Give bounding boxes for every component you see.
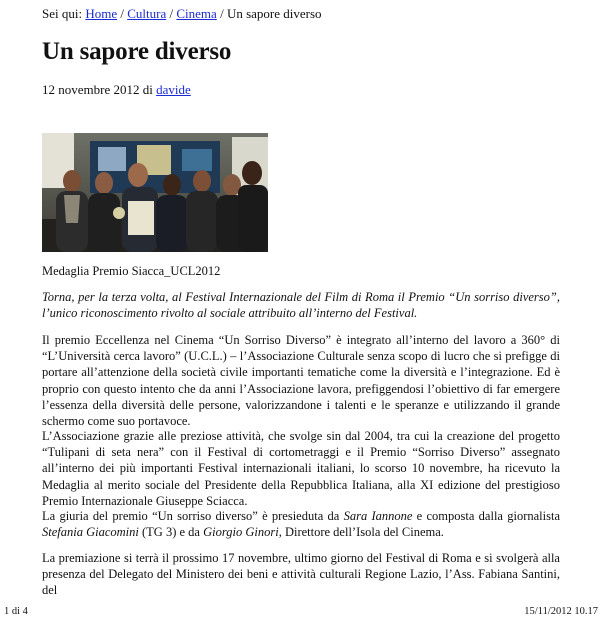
author-link[interactable]: davide [156,82,191,97]
breadcrumb-prefix: Sei qui: [42,6,83,21]
breadcrumb-home-link[interactable]: Home [85,6,118,21]
jury-name: Giorgio Ginori [203,525,279,540]
jury-text: La giuria del premio “Un sorriso diverso” è presieduta da [42,509,344,523]
breadcrumb-cultura-link[interactable]: Cultura [127,6,167,21]
article-paragraph: Il premio Eccellenza nel Cinema “Un Sorriso Diverso” è integrato all’interno del lavoro a 360° di “L’Università cerca lavoro” (U.C.L.) – l’Associazione Culturale senza scopo di lucro che si prefigge di portare all’attenzione della società civile importanti tematiche come la diversità e l’integrazione. Ed è proprio con questo intento che da anni l’Associazione lavora, prefiggendosi l’obiettivo di far emergere l’essenza della diversità delle persone, valorizzandone i talenti e le speranze e utilizzando il grande schermo come suo portavoce. [42,333,560,429]
breadcrumb-cinema-link[interactable]: Cinema [176,6,217,21]
photo-caption: Medaglia Premio Siacca_UCL2012 [42,264,221,278]
post-meta [42,82,191,98]
article-intro: Torna, per la terza volta, al Festival Internazionale del Film di Roma il Premio “Un sorriso diverso”, l’unico riconoscimento rivolto al sociale attribuito all’interno del Festival. [42,290,560,321]
breadcrumb-separator: / [220,6,224,21]
jury-text: (TG 3) e da [138,525,204,540]
breadcrumb-current: Un sapore diverso [226,6,322,21]
post-date: 12 novembre 2012 [42,82,140,97]
jury-name: Sara Iannone [343,509,413,523]
award-group-photo [42,133,268,252]
page-number: 1 di 4 [4,606,28,617]
print-datetime: 15/11/2012 10.17 [524,606,598,617]
page-title: Un sapore diverso [42,38,232,65]
jury-text: e composta dalla giornalista [412,509,560,523]
post-by: di [142,82,153,97]
breadcrumb-separator: / [169,6,174,21]
jury-text: , Direttore dell’Isola del Cinema. [278,525,444,540]
jury-name: Stefania Giacomini [42,525,139,540]
article-paragraph: L’Associazione grazie alle preziose attività, che svolge sin dal 2004, tra cui la creazione del progetto “Tulipani di seta nera” con il Festival di cortometraggi e il Premio “Sorriso Diverso” assegnato all’interno dei più importanti Festival internazionali italiani, lo scorso 10 novembre, ha ricevuto la Medaglia al merito sociale del Presidente della Repubblica Italiana, alla XI edizione del prestigioso Premio Internazionale Giuseppe Sciacca. [42,429,560,508]
breadcrumb-separator: / [120,6,124,21]
article-paragraph: La premiazione si terrà il prossimo 17 novembre, ultimo giorno del Festival di Roma e si svolgerà alla presenza del Delegato del Ministero dei beni e attività culturali Regione Lazio, l’Ass. Fabiana Santini, del [42,551,560,598]
breadcrumb [42,6,322,22]
article-paragraph-jury [42,508,560,540]
